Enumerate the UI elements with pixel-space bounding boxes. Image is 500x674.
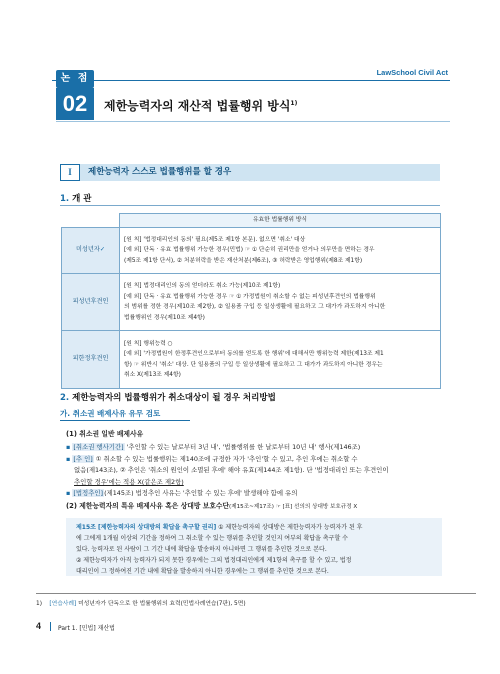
tag-label: [취소권 행사기간] — [73, 443, 124, 451]
body-text: (제145조) 법정추인 사유는 '추인할 수 있는 후에' 발생해야 함에 유의 — [104, 489, 298, 497]
row-label-limited-guardianship: 피한정후견인 — [62, 331, 120, 389]
title-footnote-mark: 1) — [290, 100, 298, 107]
footnote — [36, 598, 246, 607]
topic-badge-label: 논 점 — [56, 70, 94, 88]
note-line: 있다. 능력자로 된 사람이 그 기간 내에 확답을 발송하지 아니하면 그 행위를 추인한 것으로 본다. — [76, 546, 327, 553]
tag-label: [법정추인] — [73, 489, 104, 497]
table-header-row — [62, 214, 441, 228]
note-label: 제15조 [제한능력자의 상대방의 확답을 촉구할 권리] — [76, 524, 217, 531]
section-2-title: 제한능력자의 법률행위가 취소대상이 될 경우 처리방법 — [72, 393, 276, 403]
footnote-rule — [36, 593, 476, 594]
page-meta: Part 1. [민법] 재산법 — [58, 625, 115, 632]
row-body-limited-guardianship — [120, 331, 441, 389]
row-line: 의 범위를 정한 경우(제10조 제2항), ② 일용품 구입 등 일상생활에 필요하고 그 대가가 과도하지 아니한 — [124, 304, 386, 310]
subsection-ga-heading: 가. 취소권 배제사유 유무 검토 — [60, 409, 161, 418]
section-2-number: 2. — [60, 393, 70, 403]
section-1-heading — [60, 164, 440, 181]
note-line: ② 제한능력자가 아직 능력자가 되지 못한 경우에는 그의 법정대리인에게 제1항의 촉구를 할 수 있고, 법정 — [76, 557, 352, 564]
body-line — [66, 477, 442, 489]
item-2-label: (2) 제한능력자의 특유 배제사유 혹은 상대방 보호수단 — [66, 502, 230, 510]
body-line: ▪ [법정추인](제145조) 법정추인 사유는 '추인할 수 있는 후에' 발생해야 함에 유의 — [66, 489, 298, 497]
body-line: ▪ [취소권 행사기간] '추인할 수 있는 날로부터 3년 내', '법률행위를 한 날로부터 10년 내' 행사(제146조) — [66, 443, 361, 451]
page-title — [104, 97, 297, 114]
table-header: 유효한 법률행위 방식 — [120, 214, 441, 228]
note-line: 대리인이 그 정하여진 기간 내에 확답을 발송하지 아니한 경우에는 그 행위를 추인한 것으로 본다. — [76, 568, 329, 575]
row-body-adult-guardianship — [120, 274, 441, 331]
table-corner-cell — [62, 214, 120, 228]
note-text: ① 제한능력자의 상대방은 제한능력자가 능력자가 된 후 — [218, 524, 363, 531]
section-2-heading — [60, 391, 276, 403]
table-row — [62, 228, 441, 274]
table-row — [62, 274, 441, 331]
row-line: 법률행위인 경우(제10조 제4항) — [124, 314, 205, 321]
item-1-heading: (1) 취소권 일반 배제사유 — [66, 430, 144, 438]
footnote-text: 미성년자가 단독으로 한 법률행위의 효력(민법사례연습(7판), 5면) — [76, 601, 246, 607]
page-title-text: 제한능력자의 재산적 법률행위 방식 — [104, 99, 291, 113]
brand-text: LawSchool Civil Act — [376, 68, 448, 77]
row-line: [원 칙] 행위능력 ○ — [124, 340, 173, 347]
check-icon: ✓ — [99, 246, 106, 254]
overview-rule — [60, 205, 440, 206]
page-number: 4 — [36, 621, 42, 631]
brand-rule — [52, 80, 450, 81]
article-15-box — [66, 518, 442, 576]
body-text: 추인할 경우'에는 적용 X(같은조 제2항) — [74, 477, 184, 486]
row-label-text: 미성년자 — [75, 246, 100, 254]
row-line: [예 외] 단독 · 유효 법률행위 가능한 경우 ☞ ① 가정법원이 취소할 수 없는 피성년후견인의 법률행위 — [124, 293, 376, 300]
note-line — [76, 522, 432, 533]
row-line: 항) ☞ 위반시 '취소' 대상. 단 일용품의 구입 등 일상생활에 필요하고 그 대가가 과도하지 아니한 경우는 — [124, 361, 383, 368]
section-1-numeral: I — [60, 164, 80, 181]
row-line: 취소 X(제13조 제4항) — [124, 372, 181, 378]
overview-number: 1. — [60, 194, 70, 204]
section-1-title: 제한능력자 스스로 법률행위를 할 경우 — [80, 164, 440, 181]
item-2-heading — [66, 500, 357, 510]
body-line: ▪ [추 인] ① 취소할 수 있는 법률행위는 제140조에 규정한 자가 '추인'할 수 있고, 추인 후에는 취소할 수 — [66, 454, 358, 463]
row-line: [원 칙] 법정대리인의 동의 얻더라도 취소 가능(제10조 제1항) — [124, 283, 281, 289]
footnote-mark: 1) — [36, 601, 42, 607]
row-body-minor — [120, 228, 441, 274]
body-line — [66, 465, 442, 477]
body-text: ① 취소할 수 있는 법률행위는 제140조에 규정한 자가 '추인'할 수 있고, 추인 후에는 취소할 수 — [93, 454, 358, 463]
tag-label: [추 인] — [73, 454, 93, 463]
row-line: (제5조 제1항 단서), ② 처분허락을 받은 재산처분(제6조), ③ 허락받은 영업행위(제8조 제1항) — [124, 257, 363, 264]
table-row — [62, 331, 441, 389]
topic-badge-number: 02 — [56, 88, 94, 120]
row-line: [예 외] '가정법원이 한정후견인으로부터 동의를 얻도록 한 행위'에 대해서만 행위능력 제한(제13조 제1 — [124, 351, 384, 357]
subsection-ga-rule — [60, 420, 190, 421]
page-separator — [50, 622, 51, 631]
body-text: 없음(제143조), ② 추인은 '취소의 원인이 소멸된 후에' 해야 유효(제144조 제1항). 단 '법정대리인 또는 후견인이 — [74, 466, 389, 474]
overview-label: 개 관 — [72, 194, 92, 204]
item-2-suffix: (제15조~제17조) ☞ [표] 선의의 상대방 보호규정 X — [229, 504, 358, 510]
note-line: 에 그에게 1개월 이상의 기간을 정하여 그 취소할 수 있는 행위를 추인할 것인지 여부의 확답을 촉구할 수 — [76, 535, 348, 542]
row-label-adult-guardianship: 피성년후견인 — [62, 274, 120, 331]
footnote-tag: [연습사례] — [49, 601, 77, 607]
row-line: [예 외] 단독 · 유효 법률행위 가능한 경우(민법) ☞ ① 단순히 권리만을 얻거나 의무만을 면하는 경우 — [124, 247, 375, 254]
row-label-minor — [62, 228, 120, 274]
overview-heading — [60, 192, 92, 204]
title-rule — [56, 121, 450, 122]
body-text: '추인할 수 있는 날로부터 3년 내', '법률행위를 한 날로부터 10년 내' 행사(제146조) — [124, 443, 361, 451]
legal-act-table — [61, 213, 441, 389]
item-1-body — [66, 442, 442, 500]
row-line: [원 칙] '법정대리인의 동의' 필요(제5조 제1항 본문). 없으면 '취소' 대상 — [124, 236, 306, 243]
